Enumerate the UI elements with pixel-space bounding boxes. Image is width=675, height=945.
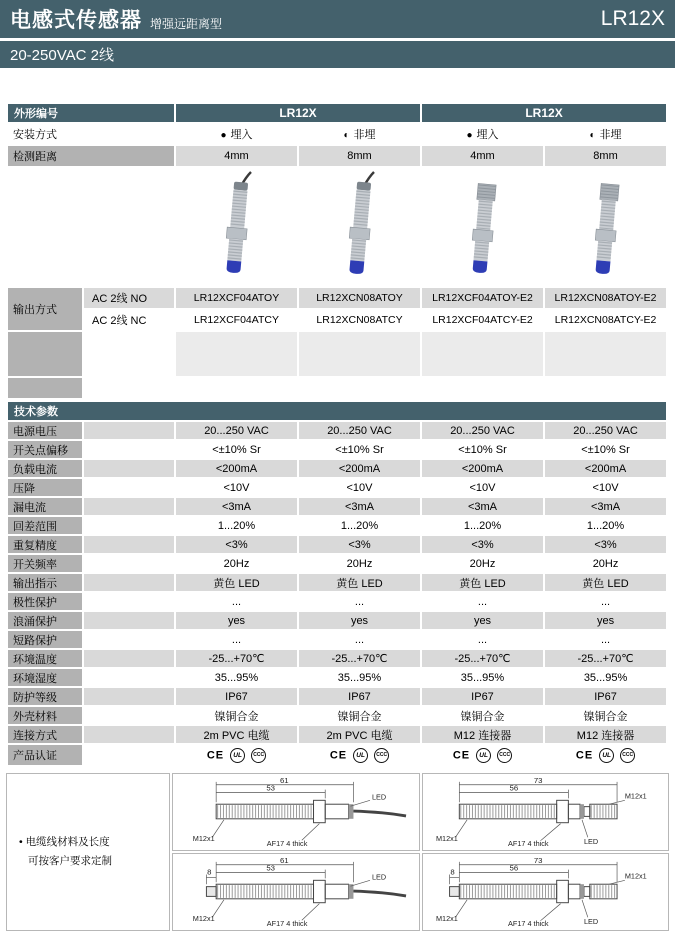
spec-row — [8, 479, 666, 496]
spec-value: IP67 — [176, 688, 297, 705]
spec-value: 1...20% — [545, 517, 666, 534]
svg-text:LED: LED — [584, 917, 599, 927]
photo-row — [8, 168, 666, 286]
catalog-table — [6, 102, 668, 400]
spec-value: 黄色 LED — [422, 574, 543, 591]
spec-label: 开关点偏移 — [8, 441, 82, 458]
spec-value: 20Hz — [545, 555, 666, 572]
sensor-photo-connector-flush — [454, 170, 512, 282]
mount-row — [8, 124, 666, 144]
svg-text:8: 8 — [206, 867, 212, 877]
dimension-drawing-connector-nonflush — [423, 855, 667, 929]
svg-text:73: 73 — [534, 775, 543, 785]
spec-row — [8, 707, 666, 724]
spec-label: 浪涌保护 — [8, 612, 82, 629]
mount-cell: ◐ 非埋 — [343, 129, 376, 141]
mount-label: 安装方式 — [13, 129, 57, 141]
part-number: LR12XCN08ATOY — [299, 288, 420, 308]
spec-value: 黄色 LED — [176, 574, 297, 591]
spec-value: <3mA — [545, 498, 666, 515]
spec-label: 外壳材料 — [8, 707, 82, 724]
spec-value: 20Hz — [422, 555, 543, 572]
spec-row — [8, 650, 666, 667]
spec-value: IP67 — [422, 688, 543, 705]
spec-row — [8, 593, 666, 610]
spec-value: <±10% Sr — [545, 441, 666, 458]
spec-value: <3mA — [299, 498, 420, 515]
spec-value: <10V — [299, 479, 420, 496]
cert-cell — [545, 745, 666, 765]
specs-header: 技术参数 — [8, 402, 666, 420]
dimension-drawing-cable-nonflush — [174, 855, 418, 929]
spec-label: 环境温度 — [8, 650, 82, 667]
flush-icon: ● — [220, 130, 227, 141]
spec-value: <3mA — [422, 498, 543, 515]
spec-row — [8, 460, 666, 477]
spec-value: <200mA — [176, 460, 297, 477]
model-code: LR12X — [600, 7, 665, 30]
spec-value: ... — [545, 631, 666, 648]
ce-mark-icon: CE — [452, 748, 471, 761]
spec-value: 镍铜合金 — [176, 707, 297, 724]
spec-value: <10V — [422, 479, 543, 496]
spec-value: <±10% Sr — [176, 441, 297, 458]
spec-label: 重复精度 — [8, 536, 82, 553]
spec-label: 电源电压 — [8, 422, 82, 439]
mount-cell: ◐ 非埋 — [589, 129, 622, 141]
ccc-mark-icon: CCC — [374, 748, 389, 763]
empty-row — [8, 378, 666, 398]
distance-label: 检测距离 — [8, 146, 174, 166]
ce-mark-icon: CE — [206, 748, 225, 761]
output-no-label: AC 2线 NO — [84, 288, 174, 308]
spec-value: 20...250 VAC — [176, 422, 297, 439]
spec-value: <3% — [176, 536, 297, 553]
non-flush-icon: ◐ — [589, 130, 596, 141]
mount-cell: ● 埋入 — [466, 129, 499, 141]
spec-value: 20...250 VAC — [422, 422, 543, 439]
distance-value: 4mm — [176, 146, 297, 166]
spec-value: <200mA — [299, 460, 420, 477]
spec-row — [8, 536, 666, 553]
svg-text:61: 61 — [279, 775, 289, 785]
cert-cell — [176, 745, 297, 765]
non-flush-icon: ◐ — [343, 130, 350, 141]
certification-label: 产品认证 — [8, 745, 82, 765]
voltage-label: 20-250VAC 2线 — [10, 47, 114, 64]
certification-row — [8, 745, 666, 765]
svg-text:AF17 4 thick: AF17 4 thick — [508, 919, 549, 929]
svg-text:53: 53 — [266, 863, 275, 873]
spec-value: <3% — [299, 536, 420, 553]
spec-row — [8, 612, 666, 629]
spec-row — [8, 631, 666, 648]
ul-mark-icon: UL — [230, 748, 245, 763]
flush-icon: ● — [466, 130, 473, 141]
mount-cell: ● 埋入 — [220, 129, 253, 141]
page-title: 电感式传感器 — [10, 9, 142, 32]
spec-value: IP67 — [299, 688, 420, 705]
spec-label: 回差范围 — [8, 517, 82, 534]
spec-value: yes — [299, 612, 420, 629]
spec-label: 漏电流 — [8, 498, 82, 515]
spec-value: 20Hz — [176, 555, 297, 572]
spec-row — [8, 669, 666, 686]
spec-value: M12 连接器 — [545, 726, 666, 743]
spec-label: 压降 — [8, 479, 82, 496]
spec-value: -25...+70℃ — [299, 650, 420, 667]
svg-text:M12x1: M12x1 — [192, 834, 215, 844]
spec-value: ... — [545, 593, 666, 610]
spec-row — [8, 726, 666, 743]
spec-row — [8, 517, 666, 534]
model-header-right: LR12X — [422, 104, 666, 122]
svg-text:M12x1: M12x1 — [625, 871, 647, 881]
spec-value: ... — [176, 593, 297, 610]
output-nc-row — [8, 310, 666, 330]
output-label: 输出方式 — [8, 288, 82, 330]
part-number: LR12XCF04ATOY — [176, 288, 297, 308]
spec-label: 极性保护 — [8, 593, 82, 610]
shape-code-row — [8, 104, 666, 122]
distance-value: 8mm — [545, 146, 666, 166]
spec-value: 35...95% — [176, 669, 297, 686]
shape-code-label: 外形编号 — [8, 104, 174, 122]
spec-row — [8, 688, 666, 705]
spec-label: 连接方式 — [8, 726, 82, 743]
spec-value: ... — [299, 593, 420, 610]
svg-text:M12x1: M12x1 — [436, 834, 459, 844]
spec-value: yes — [545, 612, 666, 629]
spec-row — [8, 555, 666, 572]
svg-text:56: 56 — [509, 783, 519, 793]
spec-value: 2m PVC 电缆 — [176, 726, 297, 743]
bullet-icon: • — [19, 836, 23, 849]
spec-value: yes — [422, 612, 543, 629]
spec-value: <3mA — [176, 498, 297, 515]
spec-value: 2m PVC 电缆 — [299, 726, 420, 743]
dimension-drawing-connector-flush — [423, 775, 667, 849]
svg-text:M12x1: M12x1 — [192, 914, 215, 924]
spec-value: 35...95% — [422, 669, 543, 686]
output-nc-label: AC 2线 NC — [92, 315, 147, 327]
voltage-bar — [0, 41, 675, 68]
spec-value: 35...95% — [299, 669, 420, 686]
part-number: LR12XCF04ATCY — [193, 314, 279, 326]
svg-text:LED: LED — [371, 792, 386, 802]
svg-text:53: 53 — [266, 783, 275, 793]
dimension-section — [0, 773, 675, 931]
spec-value: <3% — [545, 536, 666, 553]
svg-text:AF17 4 thick: AF17 4 thick — [266, 919, 308, 929]
part-number: LR12XCN08ATCY-E2 — [554, 314, 657, 326]
spec-row — [8, 441, 666, 458]
spec-value: 20...250 VAC — [299, 422, 420, 439]
sensor-photo-cable-flush — [208, 170, 266, 282]
spec-label: 开关频率 — [8, 555, 82, 572]
spec-value: 黄色 LED — [299, 574, 420, 591]
spec-value: ... — [299, 631, 420, 648]
spec-value: yes — [176, 612, 297, 629]
spec-value: IP67 — [545, 688, 666, 705]
svg-text:73: 73 — [534, 855, 543, 865]
spec-value: 35...95% — [545, 669, 666, 686]
spec-value: ... — [422, 631, 543, 648]
distance-row — [8, 146, 666, 166]
svg-text:56: 56 — [509, 863, 519, 873]
spec-label: 输出指示 — [8, 574, 82, 591]
distance-value: 8mm — [299, 146, 420, 166]
part-number: LR12XCF04ATCY-E2 — [432, 314, 533, 326]
svg-text:M12x1: M12x1 — [436, 914, 459, 924]
spec-label: 环境湿度 — [8, 669, 82, 686]
svg-text:LED: LED — [584, 837, 599, 847]
ul-mark-icon: UL — [476, 748, 491, 763]
spec-value: M12 连接器 — [422, 726, 543, 743]
spec-value: -25...+70℃ — [422, 650, 543, 667]
output-no-row — [8, 288, 666, 308]
sensor-photo-connector-nonflush — [577, 170, 635, 282]
svg-text:AF17 4 thick: AF17 4 thick — [266, 839, 308, 849]
specs-header-row — [8, 402, 666, 420]
part-number: LR12XCN08ATCY — [316, 314, 403, 326]
spec-value: -25...+70℃ — [545, 650, 666, 667]
ccc-mark-icon: CCC — [251, 748, 266, 763]
spec-value: <200mA — [422, 460, 543, 477]
spec-value: 20...250 VAC — [545, 422, 666, 439]
specs-body — [8, 422, 666, 743]
spec-value: 1...20% — [176, 517, 297, 534]
cert-cell — [422, 745, 543, 765]
spec-value: ... — [422, 593, 543, 610]
ul-mark-icon: UL — [353, 748, 368, 763]
spec-row — [8, 422, 666, 439]
spec-value: 1...20% — [299, 517, 420, 534]
page-subtitle: 增强远距离型 — [150, 16, 223, 31]
part-number: LR12XCN08ATOY-E2 — [545, 288, 666, 308]
spec-label: 防护等级 — [8, 688, 82, 705]
spec-value: <200mA — [545, 460, 666, 477]
ul-mark-icon: UL — [599, 748, 614, 763]
ce-mark-icon: CE — [329, 748, 348, 761]
empty-row — [8, 332, 666, 376]
spec-value: <10V — [545, 479, 666, 496]
spec-value: <10V — [176, 479, 297, 496]
distance-value: 4mm — [422, 146, 543, 166]
spec-value: <±10% Sr — [422, 441, 543, 458]
ce-mark-icon: CE — [575, 748, 594, 761]
specs-table — [6, 400, 668, 767]
spec-value: 镍铜合金 — [545, 707, 666, 724]
ccc-mark-icon: CCC — [497, 748, 512, 763]
spec-value: <±10% Sr — [299, 441, 420, 458]
part-number: LR12XCF04ATOY-E2 — [422, 288, 543, 308]
spec-value: 镍铜合金 — [422, 707, 543, 724]
spec-value: ... — [176, 631, 297, 648]
drawing-grid — [172, 773, 669, 931]
spec-row — [8, 498, 666, 515]
svg-text:M12x1: M12x1 — [625, 791, 647, 801]
spec-value: 黄色 LED — [545, 574, 666, 591]
spec-value: 20Hz — [299, 555, 420, 572]
spec-value: <3% — [422, 536, 543, 553]
spec-label: 负载电流 — [8, 460, 82, 477]
spec-label: 短路保护 — [8, 631, 82, 648]
spec-value: 镍铜合金 — [299, 707, 420, 724]
spec-value: -25...+70℃ — [176, 650, 297, 667]
svg-text:8: 8 — [450, 867, 455, 877]
title-bar — [0, 0, 675, 38]
sensor-photo-cable-nonflush — [331, 170, 389, 282]
spec-row — [8, 574, 666, 591]
svg-text:61: 61 — [279, 855, 289, 865]
svg-text:LED: LED — [371, 872, 386, 882]
cert-cell — [299, 745, 420, 765]
svg-text:AF17 4 thick: AF17 4 thick — [508, 839, 549, 849]
dimension-drawing-cable-flush — [174, 775, 418, 849]
custom-cable-note: • 电缆线材料及长度 可按客户要求定制 — [6, 773, 170, 931]
ccc-mark-icon: CCC — [620, 748, 635, 763]
spec-value: 1...20% — [422, 517, 543, 534]
model-header-left: LR12X — [176, 104, 420, 122]
